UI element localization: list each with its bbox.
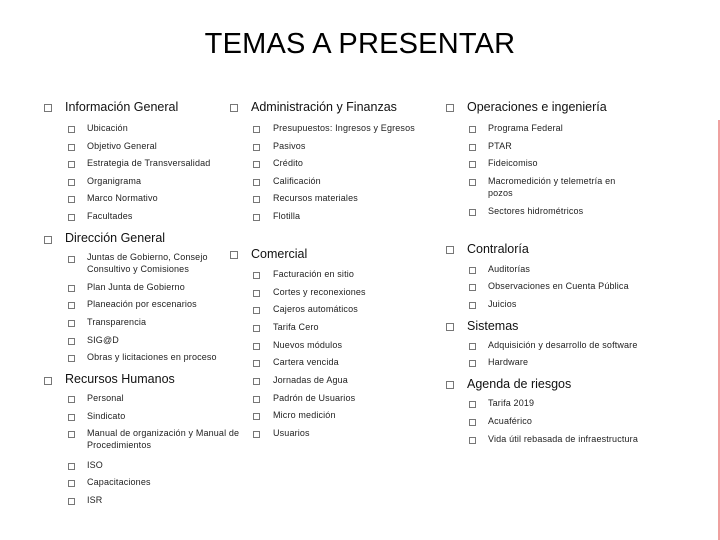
checkbox-icon — [68, 396, 75, 403]
list-item: Programa Federal — [488, 123, 563, 133]
checkbox-icon — [446, 381, 454, 389]
list-item: Calificación — [273, 176, 321, 186]
list-item: Adquisición y desarrollo de software — [488, 340, 638, 350]
section-heading: Sistemas — [467, 319, 519, 333]
list-item: Cartera vencida — [273, 357, 339, 367]
list-item: Jornadas de Agua — [273, 375, 348, 385]
checkbox-icon — [253, 307, 260, 314]
checkbox-icon — [469, 267, 476, 274]
list-item: Fideicomiso — [488, 158, 538, 168]
checkbox-icon — [68, 161, 75, 168]
checkbox-icon — [469, 179, 476, 186]
checkbox-icon — [68, 498, 75, 505]
list-item: Estrategia de Transversalidad — [87, 158, 211, 168]
list-item: Presupuestos: Ingresos y Egresos — [273, 123, 415, 133]
checkbox-icon — [68, 196, 75, 203]
checkbox-icon — [446, 104, 454, 112]
list-item: Observaciones en Cuenta Pública — [488, 281, 629, 291]
checkbox-icon — [68, 256, 75, 263]
checkbox-icon — [253, 343, 260, 350]
list-item: Macromedición y telemetría en pozos — [488, 176, 616, 198]
checkbox-icon — [469, 144, 476, 151]
list-item: Organigrama — [87, 176, 142, 186]
list-item: Capacitaciones — [87, 477, 151, 487]
list-item: Tarifa Cero — [273, 322, 319, 332]
list-item: Acuaférico — [488, 416, 533, 426]
checkbox-icon — [469, 126, 476, 133]
checkbox-icon — [253, 396, 260, 403]
checkbox-icon — [446, 246, 454, 254]
list-item: Manual de organización y Manual de Procedimientos — [87, 428, 240, 450]
checkbox-icon — [446, 323, 454, 331]
checkbox-icon — [68, 179, 75, 186]
checkbox-icon — [469, 284, 476, 291]
list-item: SIG@D — [87, 335, 119, 345]
list-item: Tarifa 2019 — [488, 398, 535, 408]
slide-title: TEMAS A PRESENTAR — [204, 28, 516, 60]
list-item: Hardware — [488, 357, 529, 367]
list-item: Ubicación — [87, 123, 128, 133]
list-item: Pasivos — [273, 141, 306, 151]
checkbox-icon — [44, 236, 52, 244]
checkbox-icon — [68, 285, 75, 292]
checkbox-icon — [230, 104, 238, 112]
list-item: Transparencia — [87, 317, 147, 327]
checkbox-icon — [68, 431, 75, 438]
checkbox-icon — [68, 144, 75, 151]
section-heading: Dirección General — [65, 231, 166, 245]
list-item: ISR — [87, 495, 103, 505]
checkbox-icon — [44, 104, 52, 112]
checkbox-icon — [253, 413, 260, 420]
list-item: Marco Normativo — [87, 193, 158, 203]
checkbox-icon — [469, 161, 476, 168]
checkbox-icon — [469, 343, 476, 350]
checkbox-icon — [469, 401, 476, 408]
list-item: Juntas de Gobierno, Consejo Consultivo y Comisiones — [87, 252, 208, 274]
checkbox-icon — [253, 179, 260, 186]
list-item: Facultades — [87, 211, 133, 221]
list-item: Nuevos módulos — [273, 340, 343, 350]
section-heading: Información General — [65, 100, 179, 114]
list-item: Auditorías — [488, 264, 531, 274]
list-item: Padrón de Usuarios — [273, 393, 356, 403]
list-item: Cajeros automáticos — [273, 304, 358, 314]
checkbox-icon — [68, 126, 75, 133]
checkbox-icon — [253, 196, 260, 203]
checkbox-icon — [68, 214, 75, 221]
checkbox-icon — [253, 325, 260, 332]
checkbox-icon — [44, 377, 52, 385]
list-item: Personal — [87, 393, 124, 403]
section-heading: Comercial — [251, 247, 308, 261]
list-item: Usuarios — [273, 428, 310, 438]
list-item: ISO — [87, 460, 103, 470]
checkbox-icon — [253, 378, 260, 385]
list-item: Objetivo General — [87, 141, 157, 151]
checkbox-icon — [68, 414, 75, 421]
checkbox-icon — [68, 463, 75, 470]
checkbox-icon — [469, 302, 476, 309]
checkbox-icon — [253, 214, 260, 221]
list-item: Micro medición — [273, 410, 336, 420]
checkbox-icon — [469, 209, 476, 216]
section-heading: Agenda de riesgos — [467, 377, 572, 391]
checkbox-icon — [68, 355, 75, 362]
list-item: Planeación por escenarios — [87, 299, 197, 309]
list-item: Vida útil rebasada de infraestructura — [488, 434, 638, 444]
checkbox-icon — [253, 126, 260, 133]
list-item: Crédito — [273, 158, 304, 168]
list-item: Juicios — [488, 299, 517, 309]
list-item: Cortes y reconexiones — [273, 287, 366, 297]
list-item: Flotilla — [273, 211, 301, 221]
checkbox-icon — [230, 251, 238, 259]
checkbox-icon — [68, 338, 75, 345]
section-heading: Administración y Finanzas — [251, 100, 397, 114]
checkbox-icon — [253, 144, 260, 151]
checkbox-icon — [68, 480, 75, 487]
section-heading: Recursos Humanos — [65, 372, 175, 386]
checkbox-icon — [253, 431, 260, 438]
list-item: Plan Junta de Gobierno — [87, 282, 185, 292]
section-heading: Operaciones e ingeniería — [467, 100, 607, 114]
list-item: Sindicato — [87, 411, 126, 421]
checkbox-icon — [469, 360, 476, 367]
checkbox-icon — [253, 290, 260, 297]
checkbox-icon — [68, 302, 75, 309]
list-item: Recursos materiales — [273, 193, 358, 203]
checkbox-icon — [253, 360, 260, 367]
list-item: Facturación en sitio — [273, 269, 355, 279]
checkbox-icon — [253, 272, 260, 279]
list-item: Obras y licitaciones en proceso — [87, 352, 217, 362]
list-item: PTAR — [488, 141, 512, 151]
list-item: Sectores hidrométricos — [488, 206, 584, 216]
checkbox-icon — [469, 419, 476, 426]
checkbox-icon — [68, 320, 75, 327]
checkbox-icon — [469, 437, 476, 444]
section-heading: Contraloría — [467, 242, 529, 256]
checkbox-icon — [253, 161, 260, 168]
